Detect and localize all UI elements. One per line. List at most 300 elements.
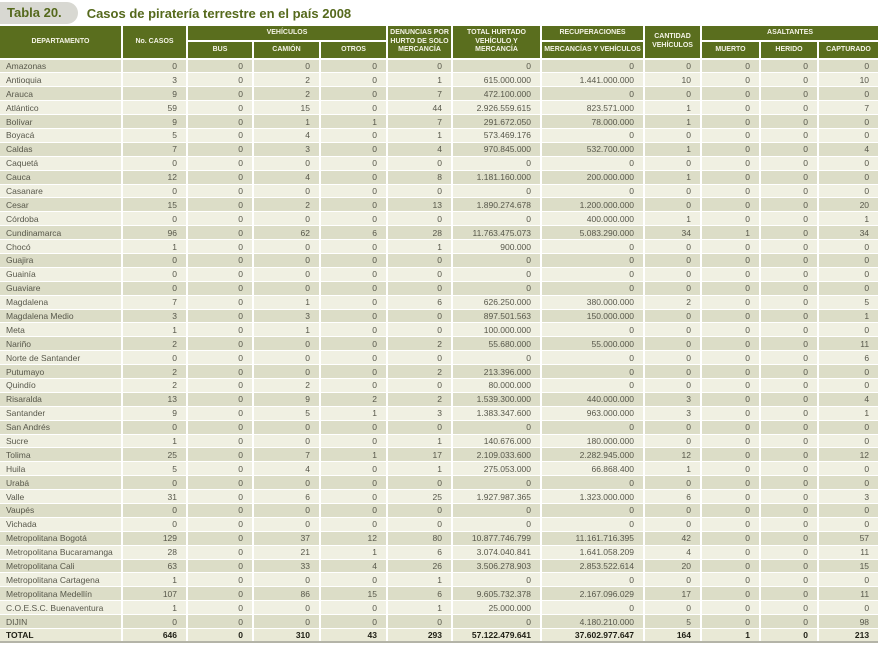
table-row (0, 73, 878, 87)
value-cell: 1 (644, 170, 701, 184)
value-cell: 0 (253, 212, 320, 226)
value-cell: 0 (760, 462, 818, 476)
value-cell: 3.074.040.841 (452, 545, 541, 559)
col-group-asaltantes: ASALTANTES (701, 26, 878, 41)
value-cell: 3 (253, 142, 320, 156)
value-cell: 20 (818, 198, 878, 212)
value-cell: 0 (541, 504, 644, 518)
value-cell: 0 (187, 615, 253, 629)
department-cell: Vichada (0, 517, 122, 531)
value-cell: 0 (320, 59, 387, 73)
value-cell: 0 (187, 378, 253, 392)
value-cell: 2 (122, 378, 187, 392)
table-row (0, 59, 878, 73)
col-header-camion: CAMIÓN (253, 41, 320, 59)
value-cell: 1.441.000.000 (541, 73, 644, 87)
value-cell: 10 (644, 73, 701, 87)
value-cell: 12 (122, 170, 187, 184)
value-cell: 0 (387, 267, 452, 281)
value-cell: 1 (387, 434, 452, 448)
value-cell: 140.676.000 (452, 434, 541, 448)
table-row (0, 420, 878, 434)
table-row (0, 365, 878, 379)
value-cell: 0 (760, 73, 818, 87)
value-cell: 0 (701, 142, 760, 156)
value-cell: 0 (644, 87, 701, 101)
table-header (0, 26, 878, 59)
value-cell: 0 (122, 184, 187, 198)
value-cell: 0 (818, 184, 878, 198)
value-cell: 86 (253, 587, 320, 601)
value-cell: 0 (452, 156, 541, 170)
value-cell: 0 (644, 517, 701, 531)
table-row (0, 295, 878, 309)
value-cell: 0 (760, 351, 818, 365)
value-cell: 0 (701, 406, 760, 420)
value-cell: 0 (644, 351, 701, 365)
table-body (0, 59, 878, 642)
value-cell: 1 (253, 295, 320, 309)
value-cell: 0 (760, 615, 818, 629)
value-cell: 3 (818, 490, 878, 504)
table-row (0, 281, 878, 295)
table-row (0, 115, 878, 129)
value-cell: 2 (253, 198, 320, 212)
value-cell: 2 (253, 87, 320, 101)
value-cell: 0 (187, 601, 253, 615)
value-cell: 6 (387, 587, 452, 601)
table-row-total (0, 629, 878, 643)
table-row (0, 545, 878, 559)
value-cell: 0 (818, 253, 878, 267)
value-cell: 0 (701, 559, 760, 573)
col-header-denuncias: DENUNCIAS POR HURTO DE SOLO MERCANCÍA (387, 26, 452, 59)
value-cell: 1 (387, 462, 452, 476)
value-cell: 0 (187, 295, 253, 309)
value-cell: 0 (187, 212, 253, 226)
value-cell: 0 (187, 476, 253, 490)
value-cell: 1 (701, 629, 760, 643)
value-cell: 0 (701, 115, 760, 129)
value-cell: 1 (701, 226, 760, 240)
col-header-otros: OTROS (320, 41, 387, 59)
value-cell: 0 (122, 267, 187, 281)
department-cell: Risaralda (0, 392, 122, 406)
value-cell: 9 (122, 87, 187, 101)
value-cell: 129 (122, 531, 187, 545)
value-cell: 26 (387, 559, 452, 573)
value-cell: 5 (122, 128, 187, 142)
value-cell: 0 (253, 476, 320, 490)
col-header-total-hurtado: TOTAL HURTADO VEHÍCULO Y MERCANCÍA (452, 26, 541, 59)
value-cell: 0 (387, 309, 452, 323)
table-row (0, 615, 878, 629)
value-cell: 2 (387, 365, 452, 379)
value-cell: 57.122.479.641 (452, 629, 541, 643)
value-cell: 0 (541, 267, 644, 281)
value-cell: 0 (760, 198, 818, 212)
value-cell: 3 (644, 392, 701, 406)
value-cell: 107 (122, 587, 187, 601)
value-cell: 0 (320, 601, 387, 615)
value-cell: 0 (541, 128, 644, 142)
value-cell: 532.700.000 (541, 142, 644, 156)
value-cell: 0 (818, 115, 878, 129)
value-cell: 1.890.274.678 (452, 198, 541, 212)
value-cell: 0 (452, 267, 541, 281)
value-cell: 0 (760, 476, 818, 490)
value-cell: 0 (760, 156, 818, 170)
value-cell: 0 (818, 504, 878, 518)
value-cell: 0 (701, 337, 760, 351)
col-header-cantidad-vehiculos: CANTIDAD VEHÍCULOS (644, 26, 701, 59)
value-cell: 0 (122, 476, 187, 490)
value-cell: 0 (541, 156, 644, 170)
department-cell: Casanare (0, 184, 122, 198)
value-cell: 0 (187, 115, 253, 129)
value-cell: 3 (644, 406, 701, 420)
value-cell: 0 (701, 267, 760, 281)
value-cell: 0 (760, 559, 818, 573)
value-cell: 0 (320, 156, 387, 170)
value-cell: 646 (122, 629, 187, 643)
value-cell: 0 (760, 226, 818, 240)
value-cell: 0 (187, 365, 253, 379)
value-cell: 1.641.058.209 (541, 545, 644, 559)
value-cell: 1 (253, 323, 320, 337)
value-cell: 5 (644, 615, 701, 629)
value-cell: 0 (187, 587, 253, 601)
value-cell: 0 (452, 504, 541, 518)
value-cell: 7 (387, 115, 452, 129)
value-cell: 0 (644, 504, 701, 518)
value-cell: 0 (320, 365, 387, 379)
value-cell: 43 (320, 629, 387, 643)
department-cell: Amazonas (0, 59, 122, 73)
value-cell: 66.868.400 (541, 462, 644, 476)
value-cell: 0 (187, 128, 253, 142)
value-cell: 0 (760, 101, 818, 115)
value-cell: 0 (187, 101, 253, 115)
value-cell: 1 (387, 73, 452, 87)
value-cell: 0 (818, 267, 878, 281)
value-cell: 0 (387, 184, 452, 198)
col-group-vehiculos: VEHÍCULOS (187, 26, 387, 41)
value-cell: 0 (452, 351, 541, 365)
value-cell: 2.167.096.029 (541, 587, 644, 601)
value-cell: 0 (320, 253, 387, 267)
department-cell: Magdalena (0, 295, 122, 309)
value-cell: 0 (701, 212, 760, 226)
value-cell: 17 (644, 587, 701, 601)
value-cell: 0 (320, 337, 387, 351)
department-cell: DIJIN (0, 615, 122, 629)
value-cell: 0 (122, 420, 187, 434)
value-cell: 0 (452, 212, 541, 226)
value-cell: 275.053.000 (452, 462, 541, 476)
table-row (0, 476, 878, 490)
value-cell: 17 (387, 448, 452, 462)
value-cell: 0 (701, 392, 760, 406)
value-cell: 472.100.000 (452, 87, 541, 101)
value-cell: 0 (818, 517, 878, 531)
value-cell: 0 (701, 531, 760, 545)
value-cell: 0 (644, 365, 701, 379)
value-cell: 4.180.210.000 (541, 615, 644, 629)
table-row (0, 226, 878, 240)
value-cell: 0 (253, 517, 320, 531)
value-cell: 0 (818, 156, 878, 170)
value-cell: 164 (644, 629, 701, 643)
value-cell: 0 (701, 87, 760, 101)
value-cell: 1 (644, 115, 701, 129)
value-cell: 0 (541, 323, 644, 337)
table-row (0, 406, 878, 420)
value-cell: 1 (644, 462, 701, 476)
value-cell: 6 (818, 351, 878, 365)
value-cell: 2 (122, 365, 187, 379)
value-cell: 1 (122, 573, 187, 587)
value-cell: 0 (701, 601, 760, 615)
value-cell: 0 (253, 156, 320, 170)
value-cell: 1 (644, 212, 701, 226)
value-cell: 0 (760, 267, 818, 281)
value-cell: 2 (122, 337, 187, 351)
col-header-mercancias-vehiculos: MERCANCÍAS Y VEHÍCULOS (541, 41, 644, 59)
page-title: Casos de piratería terrestre en el país 2008 (86, 5, 352, 21)
table-row (0, 323, 878, 337)
value-cell: 2 (253, 378, 320, 392)
value-cell: 291.672.050 (452, 115, 541, 129)
value-cell: 0 (701, 351, 760, 365)
value-cell: 1 (122, 601, 187, 615)
value-cell: 8 (387, 170, 452, 184)
value-cell: 3 (387, 406, 452, 420)
value-cell: 0 (187, 142, 253, 156)
value-cell: 3 (122, 73, 187, 87)
value-cell: 0 (541, 517, 644, 531)
table-row (0, 128, 878, 142)
value-cell: 0 (818, 170, 878, 184)
value-cell: 0 (122, 212, 187, 226)
value-cell: 0 (760, 365, 818, 379)
value-cell: 0 (253, 253, 320, 267)
table-row (0, 490, 878, 504)
value-cell: 0 (644, 267, 701, 281)
table-row (0, 517, 878, 531)
value-cell: 0 (320, 462, 387, 476)
value-cell: 0 (387, 517, 452, 531)
value-cell: 0 (122, 253, 187, 267)
value-cell: 0 (701, 323, 760, 337)
table-row (0, 267, 878, 281)
value-cell: 0 (701, 587, 760, 601)
value-cell: 0 (760, 629, 818, 643)
value-cell: 0 (644, 309, 701, 323)
value-cell: 0 (387, 476, 452, 490)
value-cell: 0 (187, 351, 253, 365)
value-cell: 6 (387, 295, 452, 309)
value-cell: 293 (387, 629, 452, 643)
value-cell: 0 (541, 378, 644, 392)
department-cell: Putumayo (0, 365, 122, 379)
department-cell: Metropolitana Cali (0, 559, 122, 573)
value-cell: 11 (818, 337, 878, 351)
value-cell: 11.763.475.073 (452, 226, 541, 240)
value-cell: 0 (122, 281, 187, 295)
department-cell: San Andrés (0, 420, 122, 434)
table-tag-label: Tabla 20. (7, 5, 62, 20)
value-cell: 0 (701, 240, 760, 254)
value-cell: 897.501.563 (452, 309, 541, 323)
value-cell: 0 (187, 73, 253, 87)
value-cell: 0 (760, 295, 818, 309)
value-cell: 0 (644, 253, 701, 267)
value-cell: 0 (320, 504, 387, 518)
table-row (0, 504, 878, 518)
value-cell: 0 (541, 601, 644, 615)
value-cell: 0 (644, 378, 701, 392)
value-cell: 0 (187, 240, 253, 254)
value-cell: 0 (701, 573, 760, 587)
value-cell: 25 (122, 448, 187, 462)
value-cell: 0 (701, 462, 760, 476)
value-cell: 6 (320, 226, 387, 240)
value-cell: 0 (387, 281, 452, 295)
department-cell: Urabá (0, 476, 122, 490)
value-cell: 25.000.000 (452, 601, 541, 615)
value-cell: 0 (187, 531, 253, 545)
value-cell: 0 (760, 170, 818, 184)
value-cell: 0 (187, 198, 253, 212)
value-cell: 0 (760, 115, 818, 129)
value-cell: 0 (253, 240, 320, 254)
value-cell: 7 (122, 142, 187, 156)
value-cell: 80.000.000 (452, 378, 541, 392)
value-cell: 0 (187, 170, 253, 184)
value-cell: 0 (701, 128, 760, 142)
value-cell: 0 (701, 517, 760, 531)
value-cell: 2.853.522.614 (541, 559, 644, 573)
value-cell: 0 (644, 573, 701, 587)
value-cell: 0 (387, 420, 452, 434)
value-cell: 0 (452, 573, 541, 587)
value-cell: 11 (818, 587, 878, 601)
value-cell: 63 (122, 559, 187, 573)
value-cell: 28 (122, 545, 187, 559)
value-cell: 12 (818, 448, 878, 462)
col-group-recuperaciones: RECUPERACIONES (541, 26, 644, 41)
value-cell: 0 (320, 240, 387, 254)
table-row (0, 559, 878, 573)
table-row (0, 240, 878, 254)
value-cell: 0 (701, 545, 760, 559)
value-cell: 9 (122, 115, 187, 129)
value-cell: 4 (320, 559, 387, 573)
value-cell: 0 (320, 73, 387, 87)
value-cell: 0 (122, 59, 187, 73)
value-cell: 150.000.000 (541, 309, 644, 323)
value-cell: 0 (452, 281, 541, 295)
value-cell: 2 (320, 392, 387, 406)
value-cell: 0 (122, 504, 187, 518)
value-cell: 0 (760, 504, 818, 518)
value-cell: 7 (818, 101, 878, 115)
value-cell: 2.109.033.600 (452, 448, 541, 462)
value-cell: 0 (760, 59, 818, 73)
value-cell: 0 (760, 490, 818, 504)
table-tag (0, 2, 78, 24)
value-cell: 1 (320, 406, 387, 420)
value-cell: 213.396.000 (452, 365, 541, 379)
value-cell: 9 (253, 392, 320, 406)
value-cell: 5 (253, 406, 320, 420)
department-cell: Atlántico (0, 101, 122, 115)
value-cell: 0 (320, 378, 387, 392)
department-cell: Chocó (0, 240, 122, 254)
table-row (0, 198, 878, 212)
value-cell: 15 (818, 559, 878, 573)
value-cell: 0 (253, 573, 320, 587)
table-row (0, 587, 878, 601)
value-cell: 28 (387, 226, 452, 240)
value-cell: 4 (253, 170, 320, 184)
table-row (0, 351, 878, 365)
value-cell: 0 (253, 615, 320, 629)
value-cell: 0 (818, 365, 878, 379)
value-cell: 0 (701, 156, 760, 170)
value-cell: 1 (387, 128, 452, 142)
value-cell: 0 (187, 629, 253, 643)
department-cell: Vaupés (0, 504, 122, 518)
value-cell: 0 (644, 420, 701, 434)
value-cell: 0 (122, 351, 187, 365)
table-row (0, 573, 878, 587)
department-cell: Cundinamarca (0, 226, 122, 240)
value-cell: 1 (644, 101, 701, 115)
col-header-bus: BUS (187, 41, 253, 59)
value-cell: 10.877.746.799 (452, 531, 541, 545)
value-cell: 0 (644, 184, 701, 198)
table-row (0, 184, 878, 198)
value-cell: 0 (760, 448, 818, 462)
table-row (0, 156, 878, 170)
value-cell: 0 (760, 240, 818, 254)
value-cell: 0 (760, 281, 818, 295)
value-cell: 6 (387, 545, 452, 559)
value-cell: 1 (320, 115, 387, 129)
value-cell: 0 (760, 587, 818, 601)
value-cell: 6 (644, 490, 701, 504)
value-cell: 0 (187, 392, 253, 406)
value-cell: 0 (818, 420, 878, 434)
value-cell: 0 (701, 434, 760, 448)
value-cell: 0 (818, 281, 878, 295)
value-cell: 0 (541, 184, 644, 198)
value-cell: 0 (541, 476, 644, 490)
value-cell: 15 (320, 587, 387, 601)
value-cell: 34 (818, 226, 878, 240)
value-cell: 0 (320, 87, 387, 101)
table-row (0, 337, 878, 351)
value-cell: 0 (760, 378, 818, 392)
value-cell: 25 (387, 490, 452, 504)
value-cell: 0 (187, 59, 253, 73)
department-cell: Valle (0, 490, 122, 504)
value-cell: 12 (644, 448, 701, 462)
value-cell: 20 (644, 559, 701, 573)
value-cell: 900.000 (452, 240, 541, 254)
